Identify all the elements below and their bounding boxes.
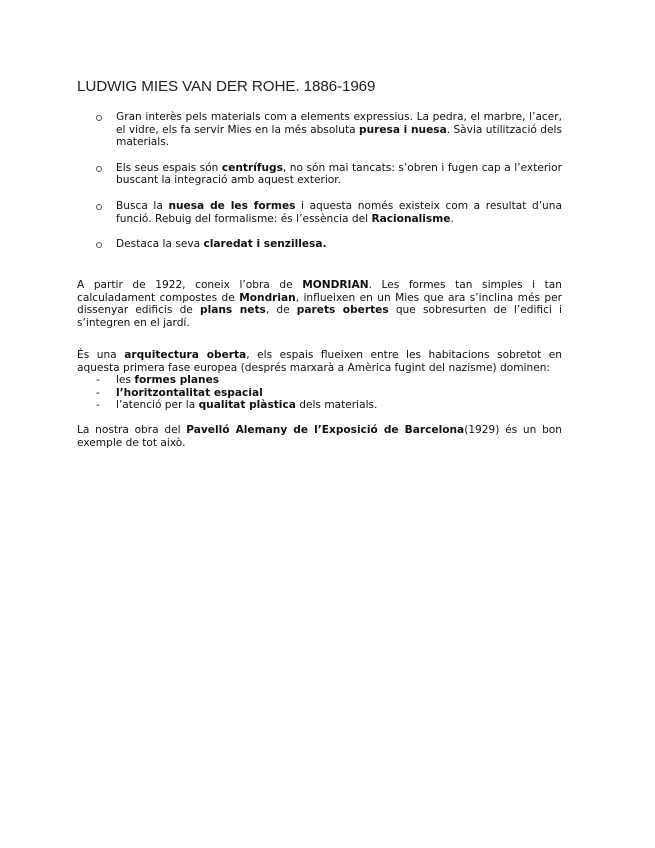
bold-text: nuesa de les formes	[168, 199, 296, 212]
bold-text: plans nets	[200, 304, 266, 317]
paragraph-mondrian	[77, 279, 562, 329]
bold-text: l’horitzontalitat espacial	[116, 386, 263, 399]
bold-text: Pavelló Alemany de l’Exposició de Barcelona	[186, 424, 465, 436]
bold-text: Racionalisme	[371, 212, 451, 225]
text-run: que sobresurten de l’edifici i s’integren en el jardí.	[77, 304, 562, 329]
list-item	[77, 399, 562, 412]
list-item	[77, 111, 562, 149]
circle-bullet-icon	[96, 115, 102, 121]
dash-bullet-icon: -	[96, 374, 100, 387]
paragraph-text	[77, 279, 562, 329]
paragraph-text	[77, 349, 562, 374]
text-run: .	[450, 212, 454, 225]
bold-text: formes planes	[134, 374, 220, 387]
page-title: LUDWIG MIES VAN DER ROHE. 1886-1969	[77, 78, 376, 95]
text-run: Destaca la seva	[116, 238, 204, 251]
text-run: . Les formes tan simples i tan calculadament compostes de	[77, 279, 562, 304]
bold-text: puresa i nuesa	[358, 123, 447, 136]
text-run: La nostra obra del	[77, 424, 187, 436]
list-item	[77, 374, 562, 387]
dash-bullet-icon: -	[96, 386, 100, 399]
text-run: (1929) és un bon exemple de tot això.	[77, 424, 562, 449]
text-run: , no són mai tancats: s’obren i fugen cap a l’exterior buscant la integració amb aquest exterior.	[116, 161, 563, 187]
list-item	[77, 238, 562, 251]
bold-text: qualitat plàstica	[198, 399, 296, 412]
bold-text: Mondrian	[239, 291, 296, 304]
paragraph-text	[77, 424, 562, 449]
bold-text: parets obertes	[296, 304, 389, 317]
text-run: , els espais flueixen entre les habitacions sobretot en aquesta primera fase europea (després marxarà a Amèrica fugint del nazisme) dominen:	[77, 349, 562, 374]
bullet-list	[77, 111, 562, 264]
text-run: les	[116, 374, 135, 387]
text-run: , influeixen en un Mies que ara s’inclina més per dissenyar edificis de	[77, 291, 562, 317]
bold-text: centrífugs	[221, 161, 283, 174]
bullet-text	[116, 162, 562, 187]
list-item	[77, 387, 562, 400]
paragraph-arquitectura	[77, 349, 562, 412]
dash-list	[77, 374, 562, 412]
text-run: És una	[77, 349, 125, 361]
text-run: dels materials.	[295, 399, 378, 412]
text-run: , de	[265, 304, 297, 317]
circle-bullet-icon	[96, 204, 102, 210]
bullet-text	[116, 200, 562, 225]
text-run: Busca la	[116, 199, 169, 212]
bold-text: MONDRIAN	[302, 279, 369, 291]
text-run: i aquesta només existeix com a resultat d’una funció. Rebuig del formalisme: és l’essència del	[116, 199, 562, 225]
dash-bullet-icon: -	[96, 399, 100, 412]
bold-text: arquitectura oberta	[124, 349, 247, 361]
text-run: A partir de 1922, coneix l’obra de	[77, 279, 303, 291]
paragraph-pavello	[77, 424, 562, 449]
bullet-text	[116, 238, 562, 251]
text-run: l’atenció per la	[116, 399, 199, 412]
circle-bullet-icon	[96, 166, 102, 172]
bold-text: claredat i senzillesa.	[203, 238, 327, 251]
list-item	[77, 200, 562, 225]
list-item	[77, 162, 562, 187]
text-run: . Sàvia utilització dels materials.	[116, 123, 562, 149]
text-run: Gran interès pels materials com a elements expressius. La pedra, el marbre, l’acer, el vidre, els fa servir Mies en la més absoluta	[116, 111, 562, 136]
text-run: Els seus espais són	[116, 161, 222, 174]
bullet-text	[116, 111, 562, 149]
circle-bullet-icon	[96, 242, 102, 248]
